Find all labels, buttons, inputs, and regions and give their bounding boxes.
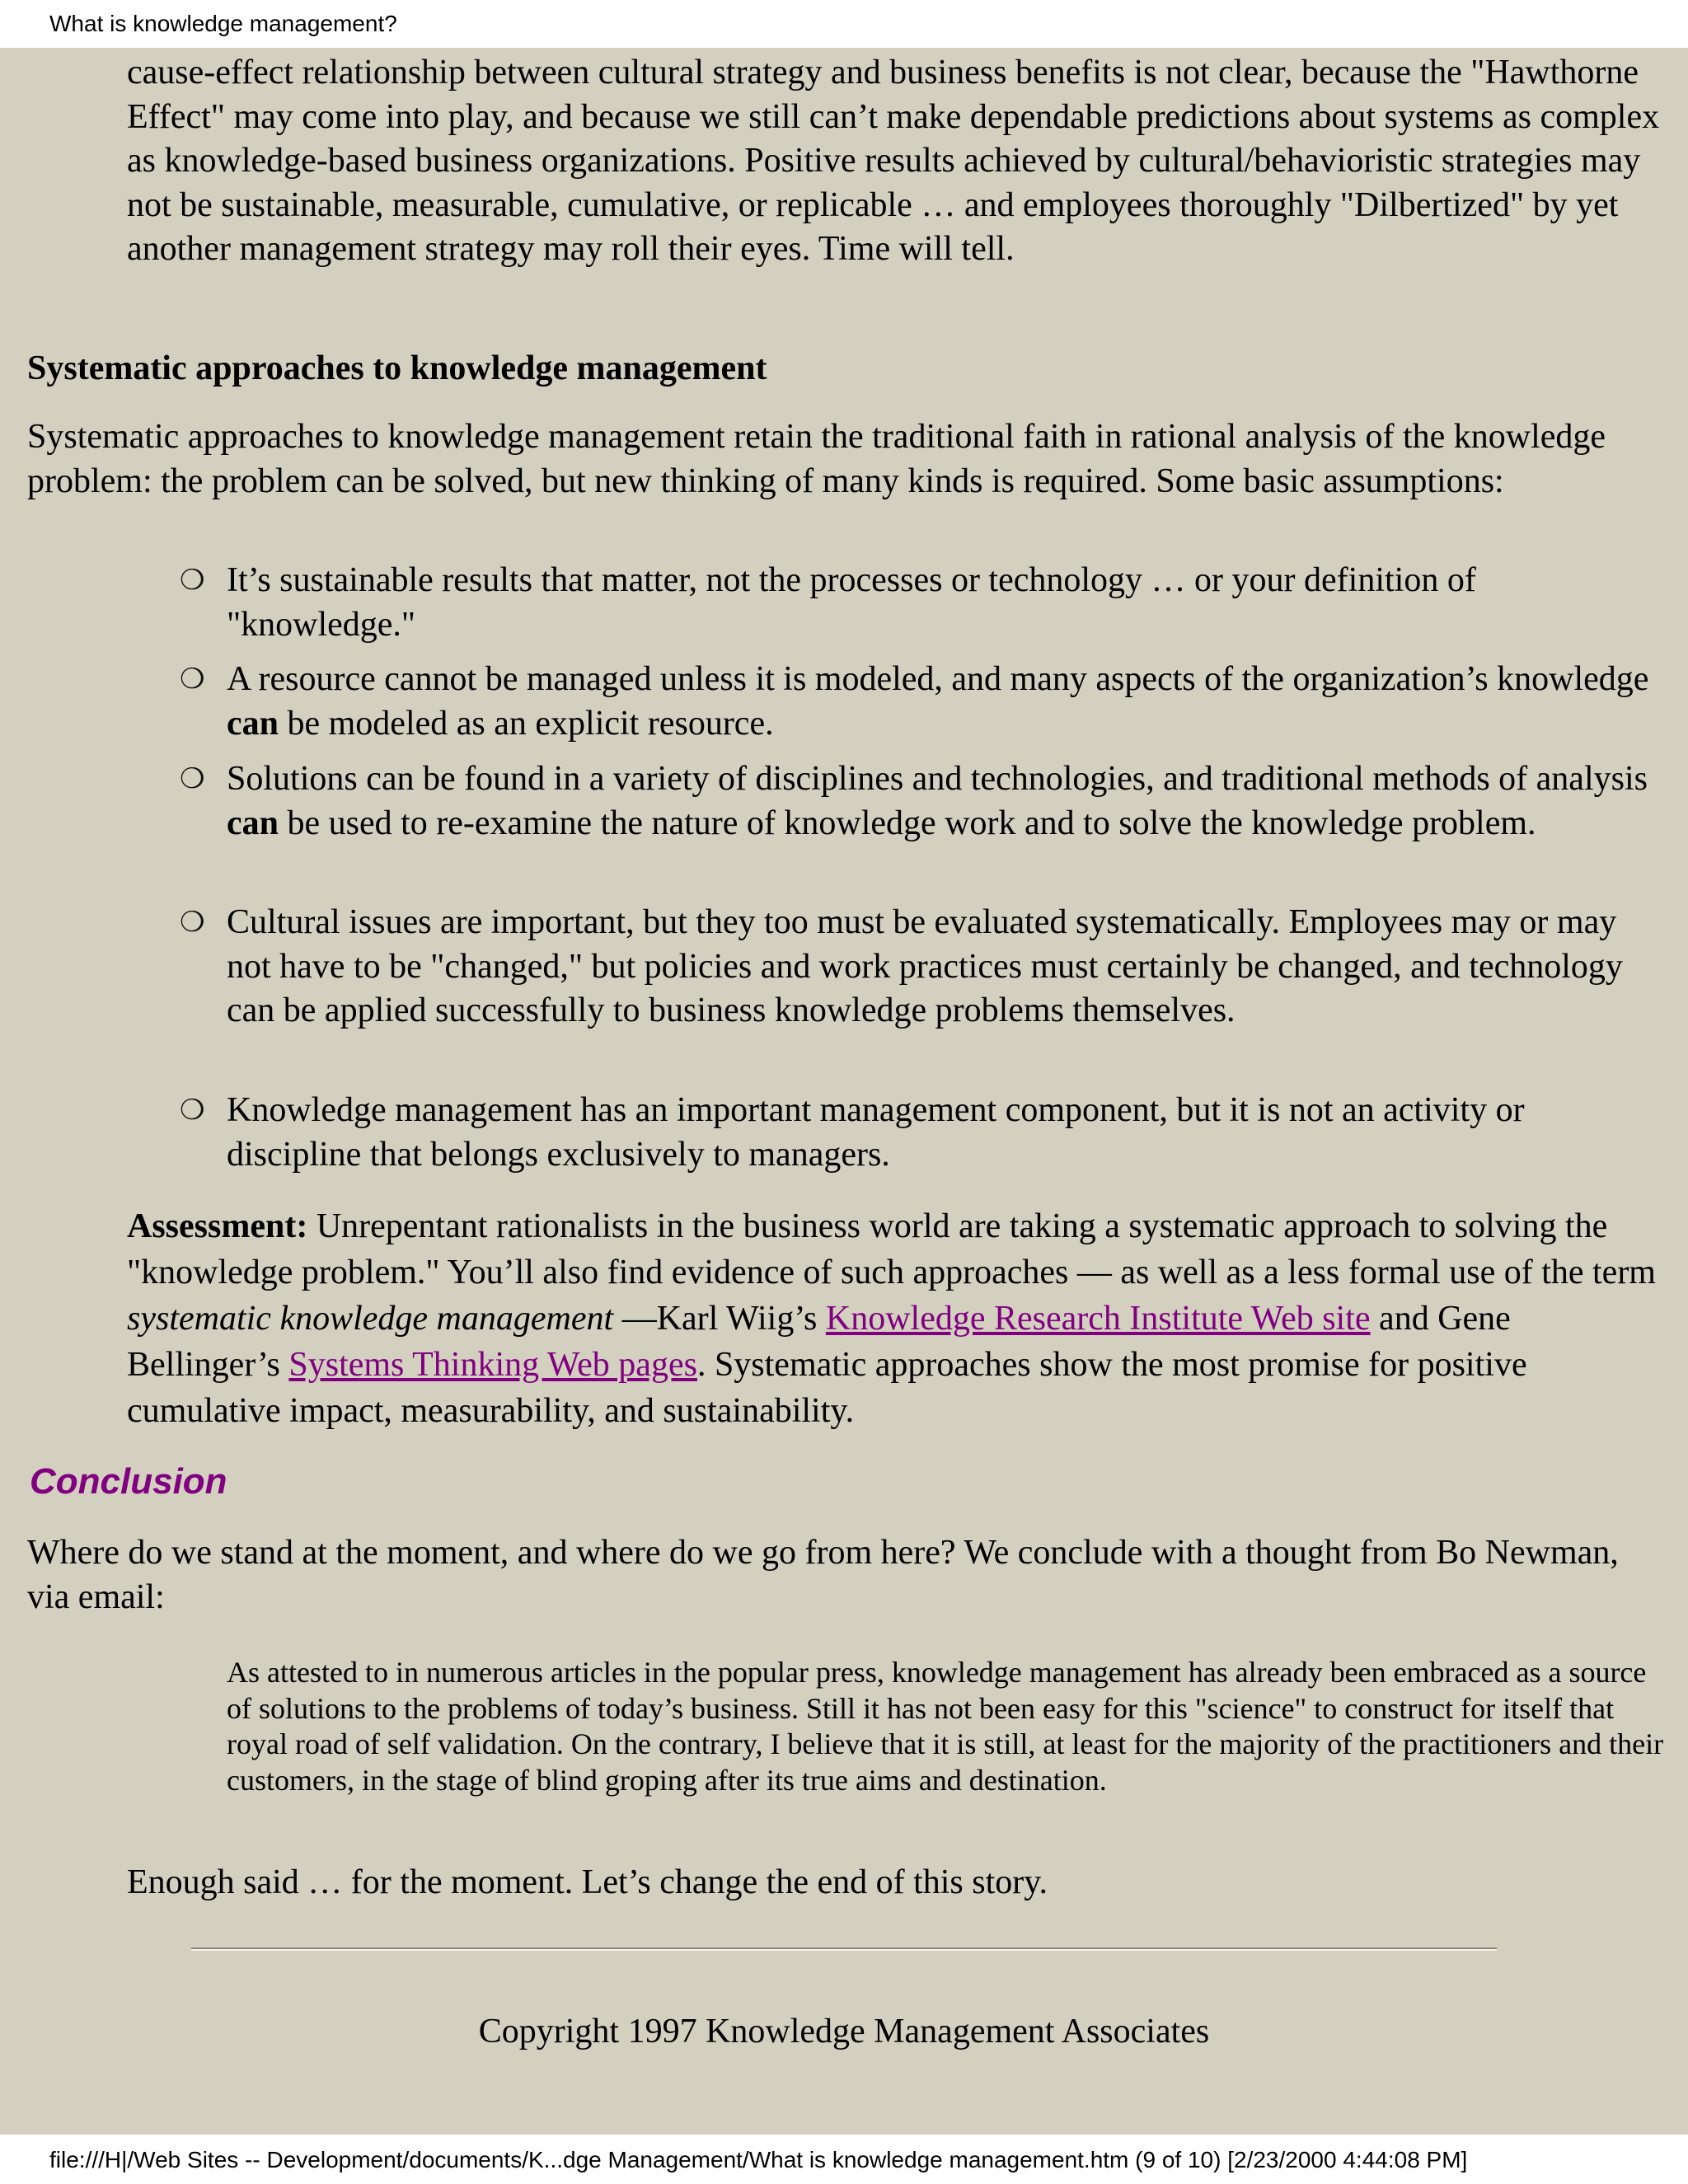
newman-quote: As attested to in numerous articles in the popular press, knowledge management has already been embraced as a source of solutions to the problems of today’s business. Still it has not been easy for this "science" to construct for itself that royal road of self validation. On the contrary, I believe that it is still, at least for the majority of the practitioners and their customers, in the stage of blind groping after its true aims and destination. — [227, 1656, 1664, 1797]
print-footer — [0, 2135, 1688, 2184]
emphasis: can — [227, 704, 279, 743]
systematic-paragraph: Systematic approaches to knowledge management retain the traditional faith in rational analysis of the knowledge problem: the problem can be solved, but new thinking of many kinds is required. Some basic assumptions: — [27, 418, 1606, 500]
bullet-text: It’s sustainable results that matter, not the processes or technology … or your definition of "knowledge." — [227, 561, 1476, 644]
bullet-text: Cultural issues are important, but they too must be evaluated systematically. Employees may or may not have to be "changed," but policies and work practices must certainly be changed, and technology can be applied successfully to business knowledge problems themselves. — [227, 903, 1623, 1029]
bullet-text: Solutions can be found in a variety of disciplines and technologies, and traditional methods of analysis can be used to re-examine the nature of knowledge work and to solve the knowledge problem. — [227, 760, 1648, 842]
section-heading-conclusion: Conclusion — [30, 1461, 227, 1502]
assessment-label: Assessment: — [127, 1207, 308, 1245]
conclusion-paragraph: Where do we stand at the moment, and where do we go from here? We conclude with a thought from Bo Newman, via email: — [27, 1534, 1619, 1616]
emphasis: can — [227, 804, 279, 842]
bullet-circle-icon: ❍ — [180, 1094, 205, 1127]
page-title: What is knowledge management? — [49, 11, 397, 36]
section-heading-systematic: Systematic approaches to knowledge management — [27, 349, 767, 387]
intro-paragraph: cause-effect relationship between cultural strategy and business benefits is not clear, because the "Hawthorne Effect" may come into play, and because we still can’t make dependable predictions about systems as complex as knowledge-based business organizations. Positive results achieved by cultural/behavioristic strategies may not be sustainable, measurable, cumulative, or replicable … and employees thoroughly "Dilbertized" by yet another management strategy may roll their eyes. Time will tell. — [127, 54, 1660, 268]
italic-term: systematic knowledge management — [127, 1300, 614, 1338]
knowledge-research-institute-link[interactable]: Knowledge Research Institute Web site — [825, 1300, 1371, 1338]
bullet-circle-icon: ❍ — [180, 906, 205, 939]
print-header — [0, 0, 1688, 48]
assessment-paragraph: Assessment: Unrepentant rationalists in the business world are taking a systematic approach to solving the "knowledge problem." You’ll also find evidence of such approaches — as well as a less formal use of the term systematic knowledge management —Karl Wiig’s Knowledge Research Institute Web site and Gene Bellinger’s Systems Thinking Web pages. Systematic approaches show the most promise for positive cumulative impact, measurability, and sustainability. — [127, 1207, 1656, 1430]
file-path: file:///H|/Web Sites -- Development/documents/K...dge Management/What is knowledge management.htm (9 of 10) [2/23/2000 4:44:08 PM] — [49, 2147, 1468, 2172]
bullet-circle-icon: ❍ — [180, 663, 205, 696]
systems-thinking-link[interactable]: Systems Thinking Web pages — [288, 1346, 697, 1384]
bullet-text: A resource cannot be managed unless it is modeled, and many aspects of the organization’s knowledge can be modeled as an explicit resource. — [227, 660, 1649, 743]
bullet-circle-icon: ❍ — [180, 564, 205, 597]
bullet-text: Knowledge management has an important management component, but it is not an activity or discipline that belongs exclusively to managers. — [227, 1091, 1525, 1174]
copyright-notice: Copyright 1997 Knowledge Management Associates — [478, 2013, 1210, 2050]
horizontal-divider — [191, 1947, 1497, 1951]
bullet-circle-icon: ❍ — [180, 762, 205, 795]
closing-paragraph: Enough said … for the moment. Let’s change the end of this story. — [127, 1863, 1048, 1901]
